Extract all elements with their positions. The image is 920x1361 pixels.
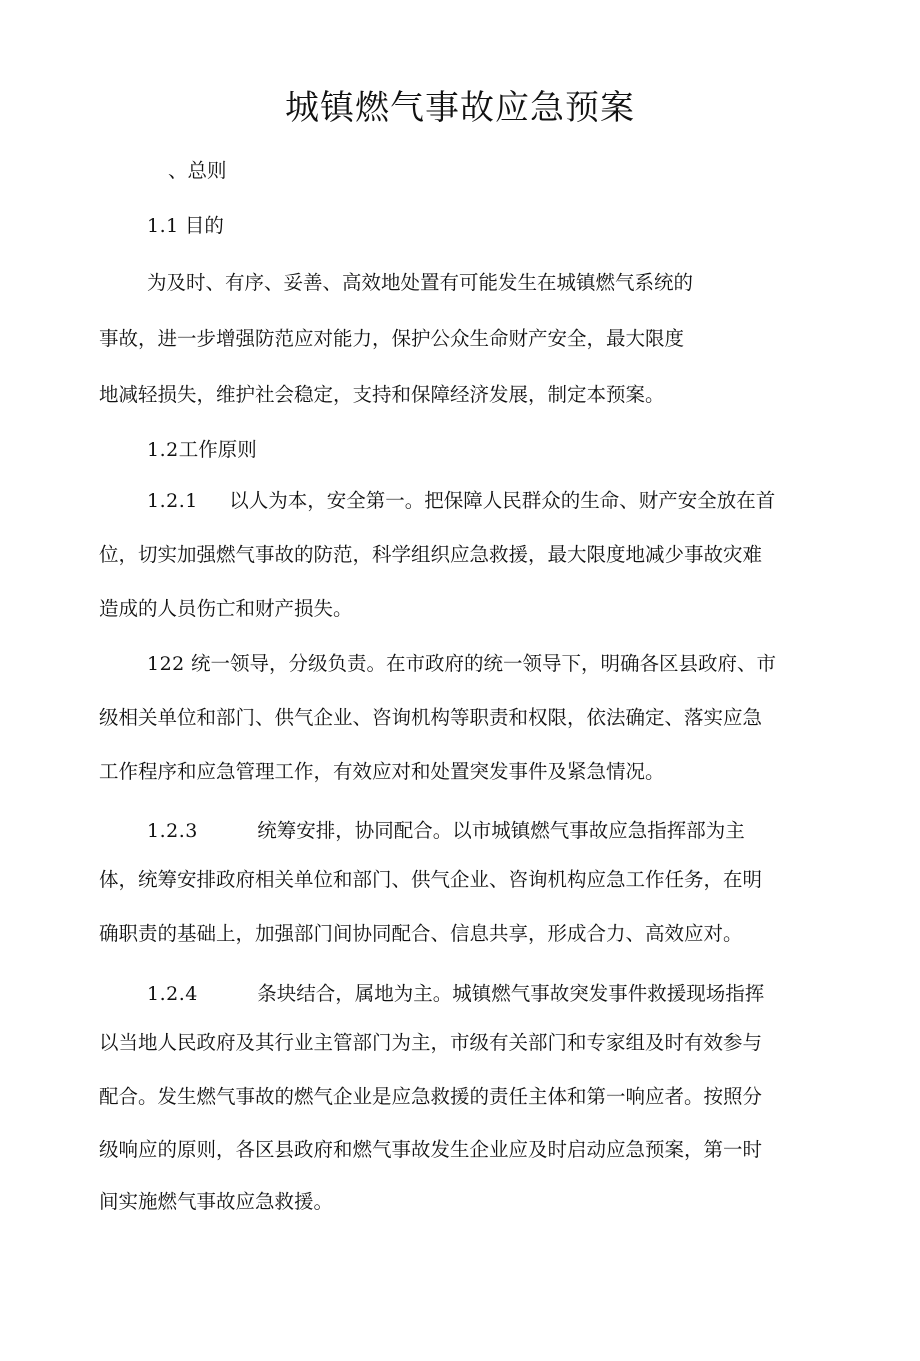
paragraph-line: 体，统筹安排政府相关单位和部门、供气企业、咨询机构应急工作任务，在明 [99,868,763,891]
paragraph-line: 造成的人员伤亡和财产损失。 [99,597,353,620]
clause-1-2-3-first-line [147,817,745,845]
section-1-2-heading [147,436,257,464]
clause-1-2-2-number: 122 [147,653,185,675]
section-1-1-title: 目的 [184,214,224,237]
paragraph-line: 地减轻损失，维护社会稳定，支持和保障经济发展，制定本预案。 [99,383,665,406]
paragraph-line: 事故，进一步增强防范应对能力，保护公众生命财产安全，最大限度 [99,327,685,350]
clause-1-2-3-number: 1.2.3 [147,820,198,842]
clause-1-2-4-first-line [147,980,764,1008]
paragraph-line: 确职责的基础上，加强部门间协同配合、信息共享，形成合力、高效应对。 [99,922,743,945]
section-1-2-number: 1.2 [147,439,179,461]
section-1-1-number: 1.1 [147,215,179,237]
paragraph-line: 统筹安排，协同配合。以市城镇燃气事故应急指挥部为主 [257,819,745,842]
clause-1-2-4-number: 1.2.4 [147,983,198,1005]
paragraph-line: 为及时、有序、妥善、高效地处置有可能发生在城镇燃气系统的 [147,271,694,294]
section-1-heading: 、总则 [168,159,227,182]
paragraph-line: 工作程序和应急管理工作，有效应对和处置突发事件及紧急情况。 [99,760,665,783]
paragraph-line: 以当地人民政府及其行业主管部门为主，市级有关部门和专家组及时有效参与 [99,1031,763,1054]
clause-1-2-1-number: 1.2.1 [147,490,198,512]
section-1-2-title: 工作原则 [178,438,257,461]
paragraph-line: 条块结合，属地为主。城镇燃气事故突发事件救援现场指挥 [257,982,765,1005]
paragraph-line: 间实施燃气事故应急救援。 [99,1190,334,1213]
paragraph-line: 级相关单位和部门、供气企业、咨询机构等职责和权限，依法确定、落实应急 [99,706,763,729]
paragraph-line: 以人为本，安全第一。把保障人民群众的生命、财产安全放在首 [229,489,776,512]
section-1-1-heading [147,212,224,240]
paragraph-line: 级响应的原则，各区县政府和燃气事故发生企业应及时启动应急预案，第一时 [99,1138,763,1161]
clause-1-2-1-first-line [147,487,775,515]
paragraph-line: 统一领导，分级负责。在市政府的统一领导下，明确各区县政府、市 [190,652,776,675]
paragraph-line: 配合。发生燃气事故的燃气企业是应急救援的责任主体和第一响应者。按照分 [99,1085,763,1108]
paragraph-line: 位，切实加强燃气事故的防范，科学组织应急救援，最大限度地减少事故灾难 [99,543,763,566]
clause-1-2-2-first-line [147,650,776,678]
document-title: 城镇燃气事故应急预案 [285,88,635,128]
